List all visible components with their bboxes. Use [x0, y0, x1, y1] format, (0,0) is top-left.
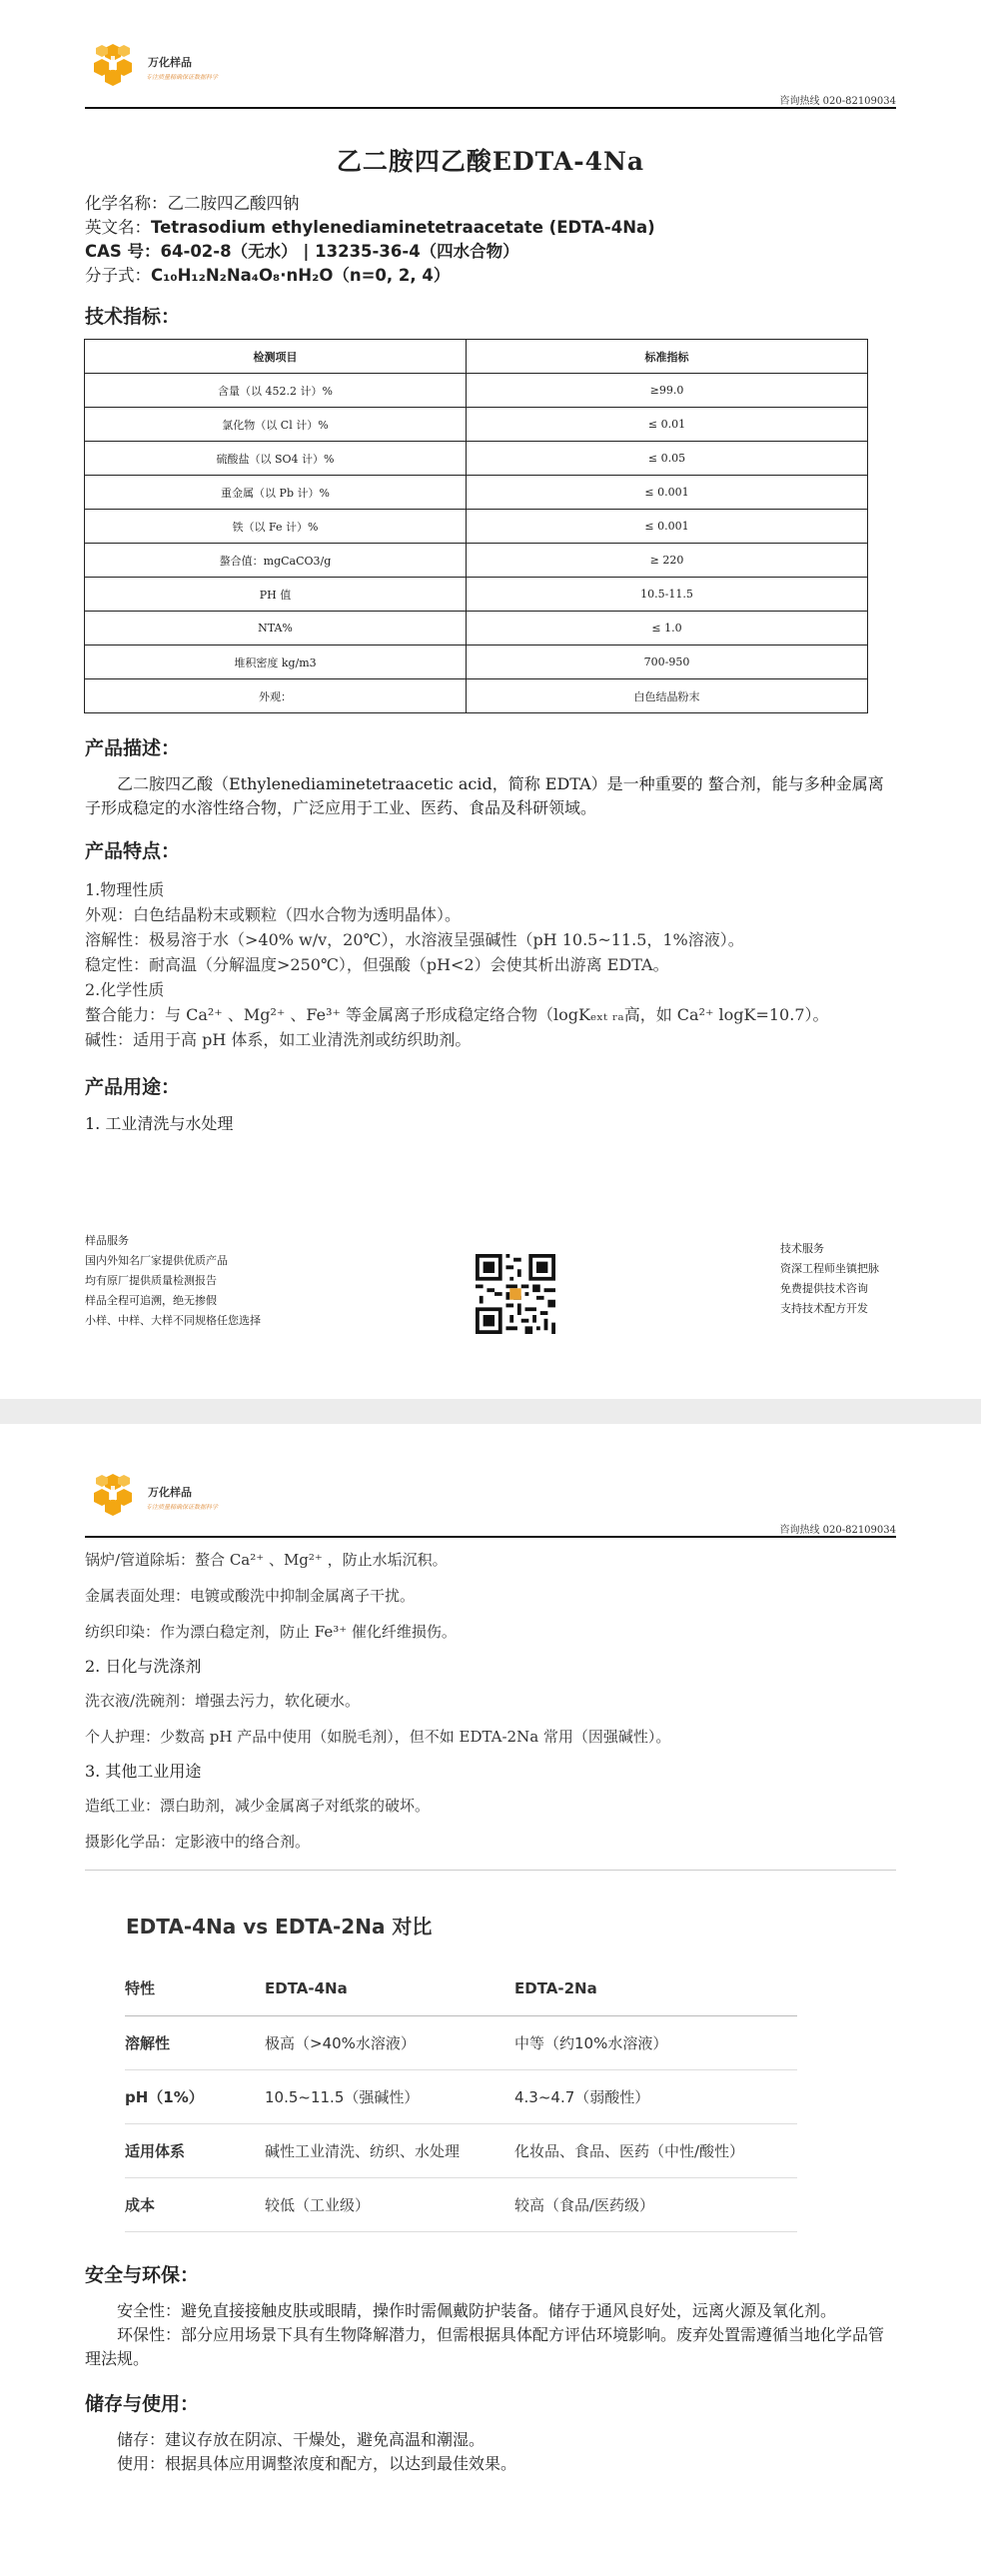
- cmp-cell: 4.3~4.7（弱酸性）: [514, 2069, 797, 2123]
- safety-text-1: 安全性：避免直接接触皮肤或眼睛，操作时需佩戴防护装备。储存于通风良好处，远离火源及氧化剂。: [117, 2300, 837, 2320]
- qr-code-icon: [476, 1254, 555, 1334]
- spec-cell: 堆积密度 kg/m3: [85, 645, 467, 679]
- list-item: 样品全程可追溯，绝无掺假: [85, 1294, 217, 1307]
- list-item: 稳定性：耐高温（分解温度>250℃），但强酸（pH<2）会使其析出游离 EDTA。: [85, 955, 669, 974]
- list-item: 螯合能力：与 Ca²⁺ 、Mg²⁺ 、Fe³⁺ 等金属离子形成稳定络合物（logKₑₓₜ ᵣₐ高，如 Ca²⁺ logK=10.7）。: [85, 1005, 829, 1024]
- page-2: [0, 1424, 981, 2576]
- spec-cell: 螯合值：mgCaCO3/g: [85, 544, 467, 578]
- cmp-cell: 10.5~11.5（强碱性）: [265, 2069, 514, 2123]
- list-item: 洗衣液/洗碗剂：增强去污力，软化硬水。: [85, 1692, 361, 1710]
- features-list: [85, 877, 981, 1052]
- cmp-cell: 中等（约10%水溶液）: [514, 2015, 797, 2069]
- safety-heading: 安全与环保：: [85, 2263, 200, 2286]
- table-row: [125, 2069, 797, 2123]
- spec-cell: ≤ 1.0: [467, 612, 868, 645]
- honeycomb-logo-icon: [88, 1472, 138, 1518]
- header-rule: [85, 107, 896, 109]
- list-item: 碱性：适用于高 pH 体系，如工业清洗剂或纺织助剂。: [85, 1030, 472, 1049]
- table-row: [125, 2015, 797, 2069]
- spec-cell: ≤ 0.01: [467, 408, 868, 442]
- page-header: [0, 1424, 981, 1542]
- cas-line: CAS 号：64-02-8（无水） | 13235-36-4（四水合物）: [85, 242, 519, 261]
- comparison-header-row: [125, 1961, 797, 2015]
- list-item: 摄影化学品：定影液中的络合剂。: [85, 1833, 311, 1851]
- divider: [85, 1870, 896, 1871]
- cmp-col-feature: 特性: [125, 1961, 265, 2015]
- storage-heading: 储存与使用：: [85, 2392, 200, 2415]
- cmp-col-4na: EDTA-4Na: [265, 1961, 514, 2015]
- cmp-cell: 极高（>40%水溶液）: [265, 2015, 514, 2069]
- list-item: 样品服务: [85, 1234, 129, 1247]
- uses-sub-2: 2. 日化与洗涤剂: [85, 1657, 202, 1676]
- spec-header-row: [85, 340, 868, 374]
- spec-cell: ≤ 0.001: [467, 476, 868, 510]
- uses-list-3: [85, 1788, 981, 1860]
- list-item: 外观：白色结晶粉末或颗粒（四水合物为透明晶体）。: [85, 905, 462, 924]
- logo-tagline: 专注质量精确保证数据科学: [146, 1504, 219, 1511]
- spec-cell: ≥99.0: [467, 374, 868, 408]
- table-row: [85, 612, 868, 645]
- spec-cell: 硫酸盐（以 SO4 计）%: [85, 442, 467, 476]
- list-item: 均有原厂提供质量检测报告: [85, 1274, 217, 1287]
- honeycomb-logo-icon: [88, 42, 138, 88]
- formula-line: 分子式：C₁₀H₁₂N₂Na₄O₈·nH₂O（n=0, 2, 4）: [85, 266, 451, 285]
- spec-cell: ≥ 220: [467, 544, 868, 578]
- list-item: 2.化学性质: [85, 980, 165, 999]
- spec-cell: PH 值: [85, 578, 467, 612]
- table-row: [125, 2123, 797, 2177]
- logo-name: 万化样品: [148, 56, 192, 69]
- page-footer: [85, 1231, 896, 1341]
- cmp-cell: 溶解性: [125, 2015, 265, 2069]
- storage-text-2: 使用：根据具体应用调整浓度和配方，以达到最佳效果。: [117, 2453, 517, 2473]
- tech-service-list: [780, 1239, 879, 1319]
- spec-heading: 技术指标：: [85, 306, 181, 328]
- uses-list-2: [85, 1683, 981, 1755]
- cmp-cell: 适用体系: [125, 2123, 265, 2177]
- list-item: 造纸工业：漂白助剂，减少金属离子对纸浆的破坏。: [85, 1797, 431, 1815]
- table-row: [85, 510, 868, 544]
- description-text: 乙二胺四乙酸（Ethylenediaminetetraacetic acid，简称 EDTA）是一种重要的 螯合剂，能与多种金属离子形成稳定的水溶性络合物，广泛应用于工业、医药、食品及科研领域。: [85, 774, 884, 817]
- spec-cell: 重金属（以 Pb 计）%: [85, 476, 467, 510]
- safety-text-2: 环保性：部分应用场景下具有生物降解潜力，但需根据具体配方评估环境影响。废弃处置需遵循当地化学品管理法规。: [85, 2324, 885, 2368]
- spec-cell: 外观：: [85, 679, 467, 713]
- table-row: [85, 544, 868, 578]
- list-item: 资深工程师坐镇把脉: [780, 1262, 879, 1275]
- spec-cell: 700-950: [467, 645, 868, 679]
- storage-text-1: 储存：建议存放在阴凉、干燥处，避免高温和潮湿。: [117, 2429, 486, 2449]
- hotline: 咨询热线 020-82109034: [779, 1525, 896, 1536]
- page-header: [0, 0, 981, 112]
- spec-cell: ≤ 0.001: [467, 510, 868, 544]
- list-item: 支持技术配方开发: [780, 1302, 868, 1315]
- spec-cell: 白色结晶粉末: [467, 679, 868, 713]
- sample-service-list: [85, 1231, 261, 1331]
- list-item: 个人护理：少数高 pH 产品中使用（如脱毛剂），但不如 EDTA-2Na 常用（因强碱性）。: [85, 1728, 671, 1746]
- table-row: [85, 476, 868, 510]
- list-item: 溶解性：极易溶于水（>40% w/v，20℃），水溶液呈强碱性（pH 10.5~11.5，1%溶液）。: [85, 930, 744, 949]
- spec-cell: 铁（以 Fe 计）%: [85, 510, 467, 544]
- cmp-cell: 化妆品、食品、医药（中性/酸性）: [514, 2123, 797, 2177]
- uses-sub-1: 1. 工业清洗与水处理: [85, 1114, 234, 1133]
- spec-cell: ≤ 0.05: [467, 442, 868, 476]
- spec-cell: 氯化物（以 Cl 计）%: [85, 408, 467, 442]
- table-row: [85, 408, 868, 442]
- table-row: [85, 645, 868, 679]
- description-heading: 产品描述：: [85, 737, 181, 759]
- table-row: [85, 578, 868, 612]
- cmp-cell: pH（1%）: [125, 2069, 265, 2123]
- table-row: [85, 679, 868, 713]
- list-item: 锅炉/管道除垢：螯合 Ca²⁺ 、Mg²⁺ ，防止水垢沉积。: [85, 1551, 448, 1569]
- spec-cell: 含量（以 452.2 计）%: [85, 374, 467, 408]
- cmp-cell: 较高（食品/医药级）: [514, 2177, 797, 2231]
- header-rule: [85, 1536, 896, 1538]
- cmp-cell: 碱性工业清洗、纺织、水处理: [265, 2123, 514, 2177]
- uses-list-1: [85, 1542, 981, 1650]
- cmp-cell: 成本: [125, 2177, 265, 2231]
- logo-tagline: 专注质量精确保证数据科学: [146, 74, 219, 81]
- company-logo: [88, 42, 228, 102]
- list-item: 金属表面处理：电镀或酸洗中抑制金属离子干扰。: [85, 1587, 416, 1605]
- table-row: [85, 374, 868, 408]
- list-item: 免费提供技术咨询: [780, 1282, 868, 1295]
- chemical-name-line: 化学名称：乙二胺四乙酸四钠: [85, 194, 300, 213]
- spec-table: [84, 339, 868, 713]
- logo-name: 万化样品: [148, 1486, 192, 1499]
- comparison-table: [125, 1961, 797, 2232]
- list-item: 小样、中样、大样不同规格任您选择: [85, 1314, 261, 1327]
- spec-col-item: 检测项目: [85, 340, 467, 374]
- spec-cell: 10.5-11.5: [467, 578, 868, 612]
- english-name-line: 英文名：Tetrasodium ethylenediaminetetraacetate (EDTA-4Na): [85, 218, 655, 237]
- cmp-col-2na: EDTA-2Na: [514, 1961, 797, 2015]
- spec-cell: NTA%: [85, 612, 467, 645]
- chemical-info: [85, 192, 981, 288]
- list-item: 技术服务: [780, 1242, 824, 1255]
- uses-sub-3: 3. 其他工业用途: [85, 1762, 202, 1781]
- document-title: 乙二胺四乙酸EDTA-4Na: [336, 147, 645, 176]
- comparison-title: EDTA-4Na vs EDTA-2Na 对比: [126, 1915, 433, 1938]
- features-heading: 产品特点：: [85, 840, 181, 862]
- list-item: 纺织印染：作为漂白稳定剂，防止 Fe³⁺ 催化纤维损伤。: [85, 1623, 457, 1641]
- company-logo: [88, 1472, 228, 1532]
- list-item: 国内外知名厂家提供优质产品: [85, 1254, 228, 1267]
- uses-heading: 产品用途：: [85, 1076, 181, 1098]
- table-row: [85, 442, 868, 476]
- spec-col-standard: 标准指标: [467, 340, 868, 374]
- hotline: 咨询热线 020-82109034: [779, 96, 896, 107]
- table-row: [125, 2177, 797, 2231]
- cmp-cell: 较低（工业级）: [265, 2177, 514, 2231]
- list-item: 1.物理性质: [85, 880, 165, 899]
